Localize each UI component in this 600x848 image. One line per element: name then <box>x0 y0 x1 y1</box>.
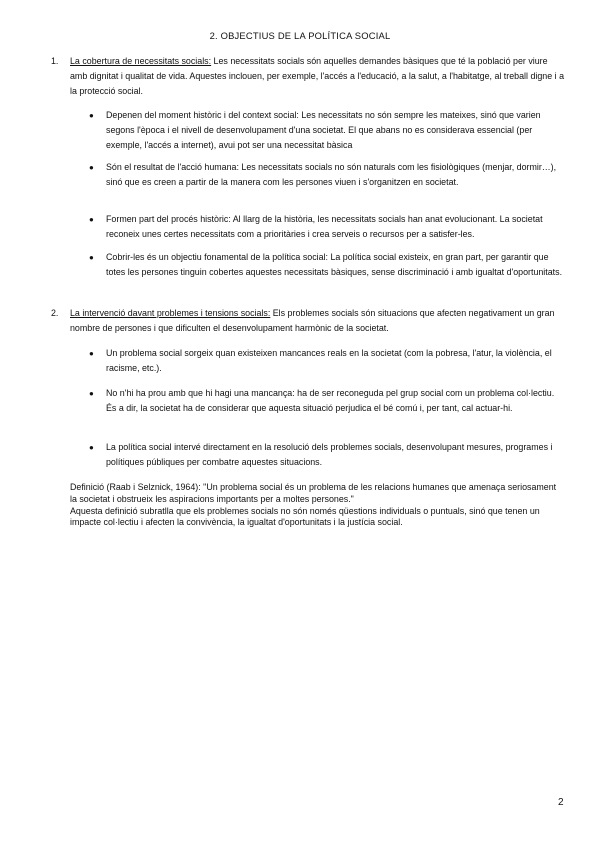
list-item <box>89 212 565 242</box>
bullet-text: Formen part del procés històric: Al llarg de la història, les necessitats socials han anat evolucionant. La societat reconeix unes certes necessitats com a prioritàries i crea serveis o recursos per a satisfer-les. <box>106 214 543 240</box>
bullet-icon: ● <box>89 349 94 358</box>
bullet-text: La política social intervé directament en la resolució dels problemes socials, desenvolupant mesures, programes i polítiques públiques per combatre aquestes situacions. <box>106 442 553 468</box>
section-heading: La cobertura de necessitats socials: <box>70 56 212 66</box>
list-item <box>89 346 565 376</box>
bullet-icon: ● <box>89 389 94 398</box>
section-1 <box>51 54 565 100</box>
bullet-text: Són el resultat de l'acció humana: Les necessitats socials no són naturals com les fisiològiques (menjar, dormir…), sinó que es creen a partir de la manera com les persones viuen i s'organitzen en societat. <box>106 162 557 188</box>
bullet-text: Cobrir-les és un objectiu fonamental de la política social: La política social existeix, en gran part, per garantir que totes les persones tinguin cobertes aquestes necessitats bàsiques, sense discriminació i amb igualtat d'oportunitats. <box>106 252 563 278</box>
bullet-icon: ● <box>89 111 94 120</box>
page-number: 2 <box>558 797 564 808</box>
bullet-icon: ● <box>89 215 94 224</box>
bullet-icon: ● <box>89 163 94 172</box>
bullet-icon: ● <box>89 253 94 262</box>
bullet-icon: ● <box>89 443 94 452</box>
section-2 <box>51 306 565 336</box>
definition-block <box>70 482 565 529</box>
section-number: 1. <box>51 56 59 66</box>
section-text: Els problemes socials són situacions que afecten negativament un gran nombre de persones i que dificulten el desenvolupament harmònic de la societat. <box>70 308 555 334</box>
bullet-text: Un problema social sorgeix quan existeixen mancances reals en la societat (com la pobresa, l'atur, la violència, el racisme, etc.). <box>106 348 552 374</box>
list-item <box>89 108 565 154</box>
section-body <box>70 54 565 100</box>
page-title: 2. OBJECTIUS DE LA POLÍTICA SOCIAL <box>209 30 391 41</box>
list-item <box>89 160 565 190</box>
section-heading: La intervenció davant problemes i tensions socials: <box>70 308 271 318</box>
bullet-text: Depenen del moment històric i del context social: Les necessitats no són sempre les mateixes, sinó que varien segons l'època i el nivell de desenvolupament d'una societat. El que abans no es considerava essencial (per exemple, l'accés a internet), avui pot ser una necessitat bàsica <box>106 110 541 151</box>
definition-note: Aquesta definició subratlla que els problemes socials no són només qüestions individuals o puntuals, sinó que tenen un impacte col·lectiu i afecten la convivència, la igualtat d'oportunitats i la justícia social. <box>70 505 540 528</box>
list-item <box>89 440 565 470</box>
list-item <box>89 250 565 280</box>
section-number: 2. <box>51 308 59 318</box>
definition-quote: Definició (Raab i Selznick, 1964): "Un problema social és un problema de les relacions humanes que amenaça seriosament la societat i obstrueix les aspiracions importants per a moltes persones." <box>70 482 557 504</box>
bullet-text: No n'hi ha prou amb que hi hagi una mancança: ha de ser reconeguda pel grup social com un problema col·lectiu. És a dir, la societat ha de considerar que aquesta situació perjudica el bé comú i, per tant, cal actuar-hi. <box>106 388 555 414</box>
section-text: Les necessitats socials són aquelles demandes bàsiques que té la població per viure amb dignitat i qualitat de vida. Aquestes inclouen, per exemple, l'accés a l'educació, a la salut, a l'habitatge, al treball digne i a la protecció social. <box>70 56 565 97</box>
section-body <box>70 306 565 336</box>
list-item <box>89 386 565 416</box>
